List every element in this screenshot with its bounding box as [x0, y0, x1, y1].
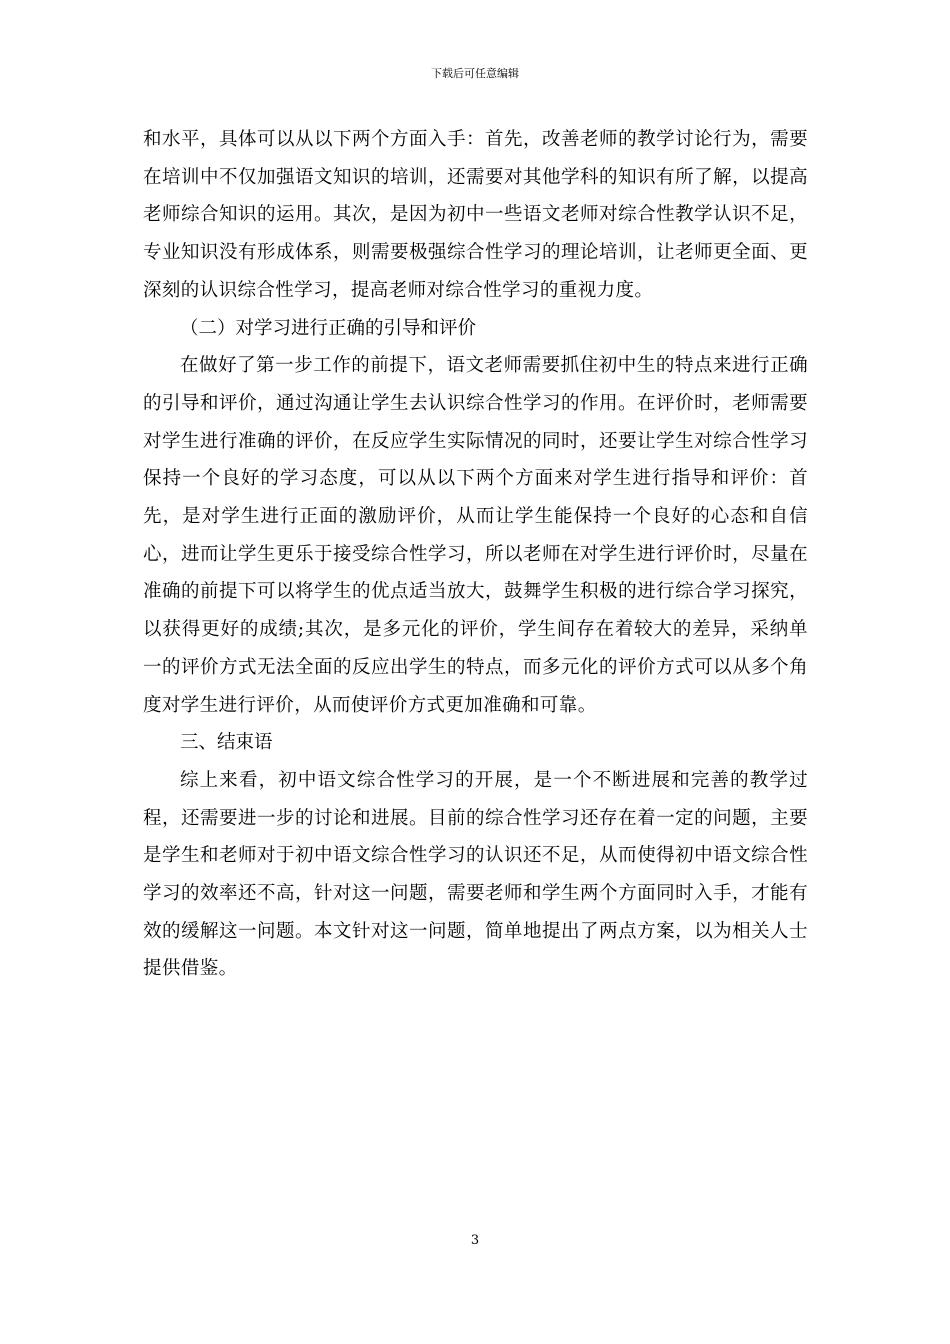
page-number: 3 — [470, 1233, 480, 1248]
section-heading-3: 三、结束语 — [180, 732, 273, 754]
document-body — [143, 121, 808, 988]
page-header: 下载后可任意编辑 — [431, 67, 519, 80]
paragraph-conclusion: 综上来看，初中语文综合性学习的开展，是一个不断进展和完善的教学过程，还需要进一步的讨论和进展。目前的综合性学习还存在着一定的问题，主要是学生和老师对于初中语文综合性学习的认识还不足，从而使得初中语文综合性学习的效率还不高，针对这一问题，需要老师和学生两个方面同时入手，才能有效的缓解这一问题。本文针对这一问题，简单地提出了两点方案，以为相关人士提供借鉴。 — [143, 769, 808, 980]
section-heading-2: （二）对学习进行正确的引导和评价 — [180, 317, 477, 339]
paragraph-guidance: 在做好了第一步工作的前提下，语文老师需要抓住初中生的特点来进行正确的引导和评价，通过沟通让学生去认识综合性学习的作用。在评价时，老师需要对学生进行准确的评价，在反应学生实际情况的同时，还要让学生对综合性学习保持一个良好的学习态度，可以从以下两个方面来对学生进行指导和评价：首先，是对学生进行正面的激励评价，从而让学生能保持一个良好的心态和自信心，进而让学生更乐于接受综合性学习，所以老师在对学生进行评价时，尽量在准确的前提下可以将学生的优点适当放大，鼓舞学生积极的进行综合学习探究，以获得更好的成绩;其次，是多元化的评价，学生间存在着较大的差异，采纳单一的评价方式无法全面的反应出学生的特点，而多元化的评价方式可以从多个角度对学生进行评价，从而使评价方式更加准确和可靠。 — [143, 355, 808, 716]
paragraph-continued: 和水平，具体可以从以下两个方面入手：首先，改善老师的教学讨论行为，需要在培训中不仅加强语文知识的培训，还需要对其他学科的知识有所了解，以提高老师综合知识的运用。其次，是因为初中一些语文老师对综合性教学认识不足，专业知识没有形成体系，则需要极强综合性学习的理论培训，让老师更全面、更深刻的认识综合性学习，提高老师对综合性学习的重视力度。 — [143, 129, 808, 301]
